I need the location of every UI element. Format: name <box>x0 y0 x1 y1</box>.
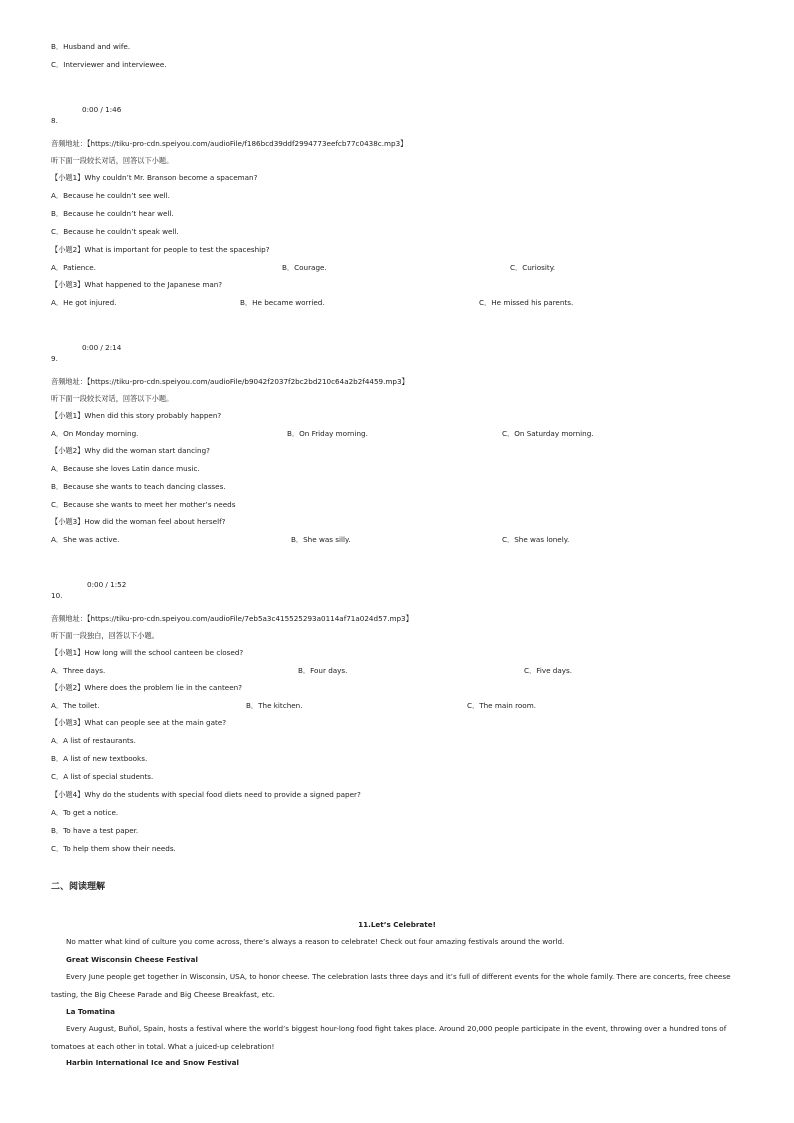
q8-sub2-a: A．Patience. <box>51 263 96 272</box>
q8-sub1-c: C．Because he couldn’t speak well. <box>51 227 179 236</box>
q11-intro: No matter what kind of culture you come across, there’s always a reason to celebrate! Check out four amazing festivals around the world. <box>66 937 565 946</box>
q9-sub1-c: C．On Saturday morning. <box>502 429 594 438</box>
q10-sub4-c: C．To help them show their needs. <box>51 844 176 853</box>
q8-sub3-b: B．He became worried. <box>240 298 325 307</box>
q10-sub3-a: A．A list of restaurants. <box>51 736 136 745</box>
q11-para1-line2: tasting, the Big Cheese Parade and Big Cheese Breakfast, etc. <box>51 990 275 999</box>
q10-audio-url: 音频地址：【https://tiku-pro-cdn.speiyou.com/audioFile/7eb5a3c415525293a0114af71a024d57.mp3】 <box>51 614 413 623</box>
q10-sub1-c: C．Five days. <box>524 666 573 675</box>
q10-sub1-b: B．Four days. <box>298 666 348 675</box>
q8-audio-url: 音频地址：【https://tiku-pro-cdn.speiyou.com/audioFile/f186bcd39ddf2994773eefcb77c0438c.mp3】 <box>51 139 408 148</box>
q8-sub3-c: C．He missed his parents. <box>479 298 574 307</box>
q9-sub3-c: C．She was lonely. <box>502 535 570 544</box>
q10-sub2-c: C．The main room. <box>467 701 536 710</box>
q11-para1-line1: Every June people get together in Wisconsin, USA, to honor cheese. The celebration lasts three days and it’s full of different events for the whole family. There are concerts, free cheese <box>66 972 731 981</box>
q10-sub4: 【小题4】Why do the students with special food diets need to provide a signed paper? <box>51 790 361 799</box>
q8-number: 8. <box>51 116 58 125</box>
q8-instruction: 听下面一段较长对话，回答以下小题。 <box>51 156 174 165</box>
q9-sub2-c: C．Because she wants to meet her mother’s needs <box>51 500 236 509</box>
q11-heading-tomatina: La Tomatina <box>66 1007 116 1016</box>
q9-sub2-a: A．Because she loves Latin dance music. <box>51 464 200 473</box>
q9-sub3: 【小题3】How did the woman feel about herself? <box>51 517 226 526</box>
q10-sub3: 【小题3】What can people see at the main gate? <box>51 718 227 727</box>
q9-sub1: 【小题1】When did this story probably happen? <box>51 411 222 420</box>
q11-title: 11.Let’s Celebrate! <box>358 920 436 929</box>
q8-sub1-a: A．Because he couldn’t see well. <box>51 191 170 200</box>
q10-sub4-b: B．To have a test paper. <box>51 826 139 835</box>
q11-para2-line2: tomatoes at each other in total. What a juiced-up celebration! <box>51 1042 275 1051</box>
q10-sub1: 【小题1】How long will the school canteen be closed? <box>51 648 244 657</box>
q8-sub1: 【小题1】Why couldn’t Mr. Branson become a spaceman? <box>51 173 258 182</box>
q7-option-b: B．Husband and wife. <box>51 42 131 51</box>
q9-audio-player[interactable]: 0:00 / 2:14 <box>82 343 122 352</box>
q11-heading-harbin: Harbin International Ice and Snow Festival <box>66 1058 239 1067</box>
q8-audio-player[interactable]: 0:00 / 1:46 <box>82 105 122 114</box>
section-heading-reading: 二、阅读理解 <box>51 882 106 892</box>
q10-sub1-a: A．Three days. <box>51 666 106 675</box>
q9-sub1-a: A．On Monday morning. <box>51 429 139 438</box>
q10-sub2-b: B．The kitchen. <box>246 701 303 710</box>
q7-option-c: C．Interviewer and interviewee. <box>51 60 167 69</box>
q8-sub2-c: C．Curiosity. <box>510 263 556 272</box>
q8-sub2-b: B．Courage. <box>282 263 327 272</box>
q11-heading-cheese: Great Wisconsin Cheese Festival <box>66 955 198 964</box>
q9-sub2: 【小题2】Why did the woman start dancing? <box>51 446 210 455</box>
q9-sub3-a: A．She was active. <box>51 535 120 544</box>
q10-sub2-a: A．The toilet. <box>51 701 100 710</box>
q9-sub2-b: B．Because she wants to teach dancing classes. <box>51 482 226 491</box>
q8-sub3: 【小题3】What happened to the Japanese man? <box>51 280 223 289</box>
q9-instruction: 听下面一段较长对话，回答以下小题。 <box>51 394 174 403</box>
q10-audio-player[interactable]: 0:00 / 1:52 <box>87 580 127 589</box>
q9-number: 9. <box>51 354 58 363</box>
q10-sub3-b: B．A list of new textbooks. <box>51 754 148 763</box>
q10-sub4-a: A．To get a notice. <box>51 808 119 817</box>
q8-sub2: 【小题2】What is important for people to test the spaceship? <box>51 245 270 254</box>
q9-sub1-b: B．On Friday morning. <box>287 429 368 438</box>
q10-number: 10. <box>51 591 63 600</box>
q9-audio-url: 音频地址：【https://tiku-pro-cdn.speiyou.com/audioFile/b9042f2037f2bc2bd210c64a2b2f4459.mp3】 <box>51 377 409 386</box>
q10-sub2: 【小题2】Where does the problem lie in the canteen? <box>51 683 242 692</box>
q8-sub3-a: A．He got injured. <box>51 298 117 307</box>
q10-instruction: 听下面一段独白，回答以下小题。 <box>51 631 159 640</box>
q8-sub1-b: B．Because he couldn’t hear well. <box>51 209 174 218</box>
q9-sub3-b: B．She was silly. <box>291 535 351 544</box>
q11-para2-line1: Every August, Buñol, Spain, hosts a festival where the world’s biggest hour-long food fight takes place. Around 20,000 people participate in the event, throwing over a hundred tons of <box>66 1024 727 1033</box>
q10-sub3-c: C．A list of special students. <box>51 772 154 781</box>
